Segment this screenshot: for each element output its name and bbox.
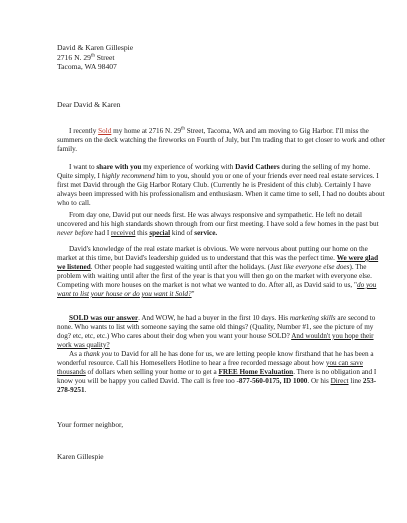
paragraph-thank-you: As a thank you to David for all he has done for us, we are letting people know firsthand that he has been a wonderful resource. Call his Homesellers Hotline to hear a free recorded message about how you can save thousands of dollars when selling your home or to get a FREE Home Evaluation. There is no obligation and I know you will be happy you called David. The call is free too -877-560-0175, ID 1000. Or his Direct line 253-278-9251. [57,350,377,394]
free-evaluation-highlight: FREE Home Evaluation [218,368,294,376]
sold-highlight: Sold [98,127,112,135]
agent-name: David Cathers [235,163,280,171]
hotline-number: 877-560-0175, ID 1000 [238,377,308,385]
sender-street: 2716 N. 29th Street [57,52,115,62]
paragraph-sold-answer: SOLD was our answer. And WOW, he had a buyer in the first 10 days. His marketing skills are second to none. Who wants to list with someone saying the same old things? (Quality, Number #1, see the picture of my dog? etc, etc, etc.) Who cares about their dog when you want your house SOLD? And wouldn't you hope their work was quality? [57,314,376,349]
paragraph-service: From day one, David put our needs first. He was always responsive and sympathetic. He left no detail uncovered and his high standards shown through from our first meeting. I have sold a few homes in the past but never before had I received this special kind of service. [57,211,379,237]
sender-address [57,43,387,72]
sender-name: David & Karen Gillespie [57,43,134,52]
paragraph-sold-home: I recently Sold my home at 2716 N. 29th Street, Tacoma, WA and am moving to Gig Harbor. I'll miss the summers on the deck watching the fireworks on Fourth of July, but I'm trading that to get closer to work and other family. [57,126,386,153]
direct-line-number: 253-278-9251 [57,377,377,394]
sender-city: Tacoma, WA 98407 [57,62,117,72]
signature-name: Karen Gillespie [57,452,104,461]
paragraph-market-knowledge: David's knowledge of the real estate market is obvious. We were nervous about putting our home on the market at this time, but David's leadership guided us to understand that this was the perfect time. We were glad we listened. Other people had suggested waiting until after the holidays. (Just like everyone else does). The problem with waiting until after the first of the year is that you will then go on the market with everyone else. Competing with more houses on the market is not what we wanted to do. After all, as David said to us, "do you want to list your house or do you want it Sold?" [57,245,379,298]
salutation: Dear David & Karen [57,100,121,109]
closing-line: Your former neighbor, [57,420,124,429]
quote-highlight: do you want to list your house or do you want it Sold? [57,281,377,298]
paragraph-recommendation: I want to share with you my experience of working with David Cathers during the selling of my home. Quite simply, I highly recommend him to you, should you or one of your friends ever need real estate services. I first met David through the Gig Harbor Rotary Club. (Currently he is President of this club). Certainly I have always been impressed with his professionalism and enthusiasm. When it came time to sell, I had no doubts about who to call. [57,163,385,207]
